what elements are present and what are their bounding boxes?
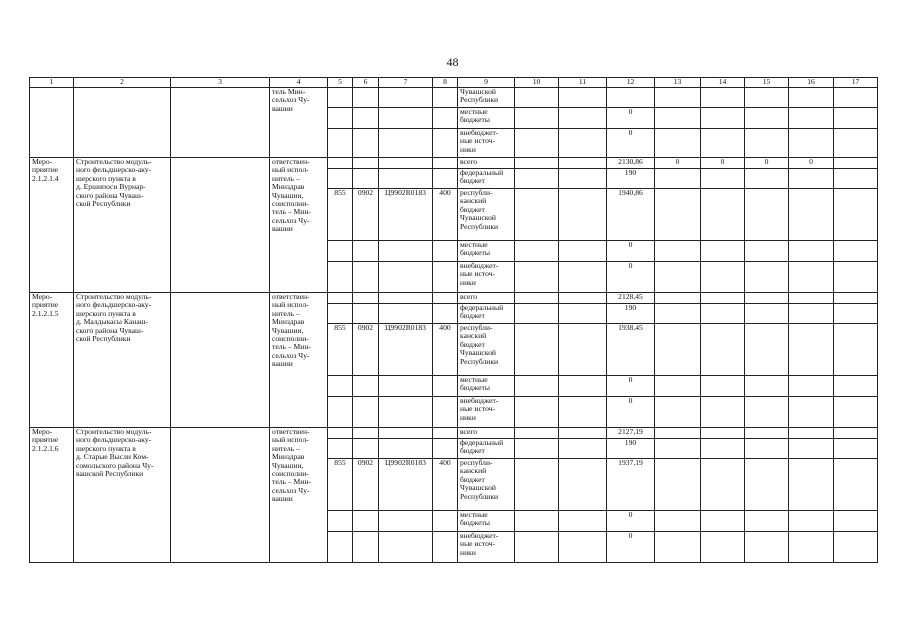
value-cell bbox=[745, 376, 789, 397]
value-cell bbox=[745, 304, 789, 324]
value-cell bbox=[655, 397, 701, 428]
column-number: 6 bbox=[353, 78, 379, 88]
code-csr-cell bbox=[379, 376, 433, 397]
empty-cell bbox=[515, 189, 559, 241]
funding-source-cell: местные бюджеты bbox=[458, 376, 515, 397]
value-cell bbox=[745, 88, 789, 108]
empty-cell bbox=[559, 262, 607, 293]
value-cell bbox=[655, 511, 701, 532]
empty-cell bbox=[559, 324, 607, 376]
code-csr-cell bbox=[379, 293, 433, 304]
table-body bbox=[30, 88, 878, 563]
empty-cell bbox=[515, 532, 559, 563]
code-vr-cell: 400 bbox=[433, 324, 458, 376]
code-vr-cell: 400 bbox=[433, 189, 458, 241]
value-cell bbox=[655, 108, 701, 129]
value-cell bbox=[745, 189, 789, 241]
code-rzpr-cell bbox=[353, 439, 379, 459]
value-cell bbox=[701, 397, 745, 428]
code-rzpr-cell bbox=[353, 293, 379, 304]
column-number: 4 bbox=[270, 78, 328, 88]
value-cell bbox=[789, 129, 834, 158]
value-cell bbox=[745, 428, 789, 439]
empty-cell bbox=[559, 439, 607, 459]
value-cell bbox=[834, 428, 878, 439]
empty-cell bbox=[515, 158, 559, 169]
funding-source-cell: внебюджет- ные источ- ники bbox=[458, 129, 515, 158]
empty-cell bbox=[515, 324, 559, 376]
empty-cell bbox=[515, 397, 559, 428]
code-grbs-cell bbox=[328, 241, 353, 262]
code-rzpr-cell: 0902 bbox=[353, 189, 379, 241]
value-cell bbox=[701, 511, 745, 532]
funding-source-cell: местные бюджеты bbox=[458, 108, 515, 129]
value-cell bbox=[701, 376, 745, 397]
code-vr-cell bbox=[433, 397, 458, 428]
value-cell bbox=[789, 189, 834, 241]
value-cell bbox=[834, 241, 878, 262]
value-cell bbox=[701, 169, 745, 189]
value-cell bbox=[701, 304, 745, 324]
column-number: 9 bbox=[458, 78, 515, 88]
value-cell: 190 bbox=[607, 304, 655, 324]
code-csr-cell bbox=[379, 158, 433, 169]
value-cell bbox=[789, 169, 834, 189]
value-cell bbox=[655, 262, 701, 293]
value-cell bbox=[789, 262, 834, 293]
value-cell bbox=[834, 169, 878, 189]
code-grbs-cell bbox=[328, 397, 353, 428]
empty-cell bbox=[515, 129, 559, 158]
value-cell bbox=[701, 459, 745, 511]
code-cell bbox=[353, 88, 379, 108]
code-csr-cell bbox=[379, 511, 433, 532]
value-cell: 0 bbox=[607, 241, 655, 262]
value-cell bbox=[701, 262, 745, 293]
code-vr-cell bbox=[433, 169, 458, 189]
code-csr-cell: Ц9902R0183 bbox=[379, 189, 433, 241]
value-cell bbox=[745, 262, 789, 293]
value-cell bbox=[834, 511, 878, 532]
column-number: 11 bbox=[559, 78, 607, 88]
value-cell bbox=[701, 129, 745, 158]
value-cell: 1938,45 bbox=[607, 324, 655, 376]
code-vr-cell bbox=[433, 439, 458, 459]
table-row bbox=[30, 88, 878, 108]
code-rzpr-cell bbox=[353, 397, 379, 428]
value-cell bbox=[701, 108, 745, 129]
code-cell bbox=[353, 108, 379, 129]
value-cell: 2127,19 bbox=[607, 428, 655, 439]
empty-cell bbox=[559, 511, 607, 532]
empty-cell bbox=[559, 428, 607, 439]
code-grbs-cell bbox=[328, 158, 353, 169]
code-grbs-cell: 855 bbox=[328, 324, 353, 376]
funding-source-cell: внебюджет- ные источ- ники bbox=[458, 532, 515, 563]
funding-source-cell: всего bbox=[458, 293, 515, 304]
value-cell bbox=[701, 293, 745, 304]
budget-table bbox=[29, 77, 878, 563]
value-cell bbox=[701, 324, 745, 376]
code-csr-cell: Ц9902R0183 bbox=[379, 459, 433, 511]
value-cell bbox=[789, 304, 834, 324]
value-cell bbox=[745, 324, 789, 376]
value-cell bbox=[789, 241, 834, 262]
code-csr-cell bbox=[379, 532, 433, 563]
column-number: 2 bbox=[74, 78, 171, 88]
funding-source-cell: внебюджет- ные источ- ники bbox=[458, 397, 515, 428]
code-grbs-cell bbox=[328, 428, 353, 439]
code-cell bbox=[328, 108, 353, 129]
measure-label-cell: Меро- приятие 2.1.2.1.5 bbox=[30, 293, 74, 428]
code-rzpr-cell bbox=[353, 376, 379, 397]
column-number: 13 bbox=[655, 78, 701, 88]
code-csr-cell bbox=[379, 439, 433, 459]
code-grbs-cell: 855 bbox=[328, 189, 353, 241]
value-cell bbox=[789, 459, 834, 511]
column-number: 7 bbox=[379, 78, 433, 88]
code-vr-cell bbox=[433, 532, 458, 563]
empty-cell bbox=[171, 158, 270, 293]
value-cell: 2128,45 bbox=[607, 293, 655, 304]
value-cell: 0 bbox=[607, 108, 655, 129]
code-grbs-cell: 855 bbox=[328, 459, 353, 511]
empty-cell bbox=[515, 262, 559, 293]
value-cell bbox=[655, 439, 701, 459]
value-cell: 0 bbox=[607, 511, 655, 532]
table-row bbox=[30, 158, 878, 169]
value-cell bbox=[745, 439, 789, 459]
empty-cell bbox=[171, 428, 270, 563]
value-cell bbox=[834, 158, 878, 169]
empty-cell bbox=[171, 293, 270, 428]
code-vr-cell bbox=[433, 241, 458, 262]
value-cell bbox=[655, 376, 701, 397]
code-grbs-cell bbox=[328, 169, 353, 189]
funding-source-cell: федеральный бюджет bbox=[458, 439, 515, 459]
value-cell bbox=[655, 428, 701, 439]
value-cell bbox=[655, 88, 701, 108]
value-cell: 0 bbox=[701, 158, 745, 169]
code-vr-cell: 400 bbox=[433, 459, 458, 511]
empty-cell bbox=[559, 376, 607, 397]
empty-cell bbox=[559, 189, 607, 241]
measure-title-cell: Строительство модуль- ного фельдшерско-аку- шерского пункта в д. Ершипоси Вурнар- ского района Чуваш- ской Республики bbox=[74, 158, 171, 293]
code-rzpr-cell: 0902 bbox=[353, 324, 379, 376]
empty-cell bbox=[559, 108, 607, 129]
code-grbs-cell bbox=[328, 262, 353, 293]
code-cell bbox=[433, 88, 458, 108]
empty-cell bbox=[515, 88, 559, 108]
code-rzpr-cell bbox=[353, 158, 379, 169]
code-grbs-cell bbox=[328, 532, 353, 563]
value-cell bbox=[745, 129, 789, 158]
code-vr-cell bbox=[433, 428, 458, 439]
empty-cell bbox=[559, 88, 607, 108]
code-grbs-cell bbox=[328, 376, 353, 397]
measure-label-cell: Меро- приятие 2.1.2.1.4 bbox=[30, 158, 74, 293]
value-cell bbox=[655, 129, 701, 158]
funding-source-cell: Чувашской Республики bbox=[458, 88, 515, 108]
column-number: 1 bbox=[30, 78, 74, 88]
funding-source-cell: местные бюджеты bbox=[458, 511, 515, 532]
code-cell bbox=[433, 129, 458, 158]
value-cell bbox=[834, 304, 878, 324]
code-csr-cell bbox=[379, 169, 433, 189]
code-rzpr-cell bbox=[353, 304, 379, 324]
value-cell: 0 bbox=[745, 158, 789, 169]
value-cell bbox=[655, 324, 701, 376]
value-cell: 1940,86 bbox=[607, 189, 655, 241]
funding-source-cell: всего bbox=[458, 158, 515, 169]
executor-cell: тель Мин- сельхоз Чу- вашии bbox=[270, 88, 328, 158]
value-cell bbox=[834, 293, 878, 304]
empty-cell bbox=[559, 158, 607, 169]
code-cell bbox=[379, 88, 433, 108]
value-cell bbox=[745, 532, 789, 563]
value-cell: 0 bbox=[789, 158, 834, 169]
code-rzpr-cell bbox=[353, 428, 379, 439]
executor-cell: ответствен- ный испол- нитель – Минздрав Чувашии, соисполни- тель – Мин- сельхоз Чу- вашии bbox=[270, 158, 328, 293]
measure-title-cell: Строительство модуль- ного фельдшерско-аку- шерского пункта в д. Старые Высли Ком- сомольского района Чу- вашской Республики bbox=[74, 428, 171, 563]
funding-source-cell: местные бюджеты bbox=[458, 241, 515, 262]
value-cell bbox=[745, 241, 789, 262]
code-vr-cell bbox=[433, 304, 458, 324]
measure-label-cell: Меро- приятие 2.1.2.1.6 bbox=[30, 428, 74, 563]
value-cell: 0 bbox=[655, 158, 701, 169]
value-cell bbox=[834, 108, 878, 129]
funding-source-cell: всего bbox=[458, 428, 515, 439]
value-cell bbox=[834, 532, 878, 563]
value-cell bbox=[701, 439, 745, 459]
value-cell: 0 bbox=[607, 262, 655, 293]
code-rzpr-cell bbox=[353, 532, 379, 563]
column-number: 3 bbox=[171, 78, 270, 88]
code-csr-cell: Ц9902R0183 bbox=[379, 324, 433, 376]
column-number: 12 bbox=[607, 78, 655, 88]
empty-cell bbox=[559, 459, 607, 511]
code-rzpr-cell: 0902 bbox=[353, 459, 379, 511]
empty-cell bbox=[515, 439, 559, 459]
value-cell bbox=[834, 439, 878, 459]
column-number: 15 bbox=[745, 78, 789, 88]
empty-cell bbox=[515, 293, 559, 304]
funding-source-cell: федеральный бюджет bbox=[458, 304, 515, 324]
value-cell bbox=[834, 189, 878, 241]
empty-cell bbox=[515, 459, 559, 511]
code-vr-cell bbox=[433, 158, 458, 169]
empty-cell bbox=[559, 169, 607, 189]
code-cell bbox=[433, 108, 458, 129]
code-cell bbox=[328, 88, 353, 108]
empty-cell bbox=[515, 108, 559, 129]
code-csr-cell bbox=[379, 428, 433, 439]
table-row bbox=[30, 293, 878, 304]
measure-label-cell bbox=[30, 88, 74, 158]
value-cell bbox=[701, 88, 745, 108]
value-cell: 190 bbox=[607, 439, 655, 459]
value-cell bbox=[655, 169, 701, 189]
code-vr-cell bbox=[433, 293, 458, 304]
empty-cell bbox=[559, 397, 607, 428]
empty-cell bbox=[515, 511, 559, 532]
table-header bbox=[30, 78, 878, 88]
value-cell bbox=[655, 241, 701, 262]
value-cell bbox=[789, 108, 834, 129]
page-number: 48 bbox=[446, 55, 459, 69]
funding-source-cell: республи- канский бюджет Чувашской Республики bbox=[458, 189, 515, 241]
code-rzpr-cell bbox=[353, 262, 379, 293]
executor-cell: ответствен- ный испол- нитель – Минздрав Чувашии, соисполни- тель – Мин- сельхоз Чу- вашии bbox=[270, 428, 328, 563]
code-csr-cell bbox=[379, 304, 433, 324]
funding-source-cell: федеральный бюджет bbox=[458, 169, 515, 189]
value-cell: 190 bbox=[607, 169, 655, 189]
value-cell bbox=[834, 324, 878, 376]
code-grbs-cell bbox=[328, 511, 353, 532]
value-cell bbox=[701, 189, 745, 241]
empty-cell bbox=[559, 532, 607, 563]
code-csr-cell bbox=[379, 397, 433, 428]
code-cell bbox=[328, 129, 353, 158]
value-cell bbox=[789, 88, 834, 108]
value-cell: 0 bbox=[607, 376, 655, 397]
value-cell: 0 bbox=[607, 532, 655, 563]
value-cell bbox=[834, 459, 878, 511]
code-vr-cell bbox=[433, 376, 458, 397]
empty-cell bbox=[559, 241, 607, 262]
column-number: 16 bbox=[789, 78, 834, 88]
empty-cell bbox=[515, 376, 559, 397]
value-cell: 0 bbox=[607, 129, 655, 158]
value-cell bbox=[789, 397, 834, 428]
value-cell bbox=[789, 439, 834, 459]
table-row bbox=[30, 428, 878, 439]
value-cell bbox=[834, 397, 878, 428]
empty-cell bbox=[515, 304, 559, 324]
value-cell bbox=[745, 397, 789, 428]
value-cell bbox=[655, 189, 701, 241]
value-cell bbox=[834, 129, 878, 158]
column-number-row bbox=[30, 78, 878, 88]
code-vr-cell bbox=[433, 511, 458, 532]
code-grbs-cell bbox=[328, 439, 353, 459]
value-cell: 0 bbox=[607, 397, 655, 428]
code-csr-cell bbox=[379, 262, 433, 293]
code-csr-cell bbox=[379, 241, 433, 262]
code-rzpr-cell bbox=[353, 511, 379, 532]
value-cell bbox=[607, 88, 655, 108]
funding-source-cell: республи- канский бюджет Чувашской Республики bbox=[458, 324, 515, 376]
funding-source-cell: республи- канский бюджет Чувашской Республики bbox=[458, 459, 515, 511]
value-cell bbox=[655, 304, 701, 324]
empty-cell bbox=[515, 241, 559, 262]
value-cell bbox=[745, 169, 789, 189]
value-cell bbox=[834, 262, 878, 293]
empty-cell bbox=[515, 428, 559, 439]
value-cell bbox=[789, 511, 834, 532]
value-cell bbox=[834, 88, 878, 108]
executor-cell: ответствен- ный испол- нитель – Минздрав Чувашии, соисполни- тель – Мин- сельхоз Чу- вашии bbox=[270, 293, 328, 428]
code-cell bbox=[379, 108, 433, 129]
code-grbs-cell bbox=[328, 304, 353, 324]
column-number: 17 bbox=[834, 78, 878, 88]
code-grbs-cell bbox=[328, 293, 353, 304]
value-cell bbox=[745, 459, 789, 511]
code-cell bbox=[353, 129, 379, 158]
funding-source-cell: внебюджет- ные источ- ники bbox=[458, 262, 515, 293]
measure-title-cell: Строительство модуль- ного фельдшерско-аку- шерского пункта в д. Малдыкасы Канаш- ского района Чуваш- ской Республики bbox=[74, 293, 171, 428]
value-cell bbox=[745, 108, 789, 129]
code-rzpr-cell bbox=[353, 241, 379, 262]
value-cell: 1937,19 bbox=[607, 459, 655, 511]
code-vr-cell bbox=[433, 262, 458, 293]
value-cell bbox=[655, 532, 701, 563]
value-cell bbox=[745, 293, 789, 304]
code-rzpr-cell bbox=[353, 169, 379, 189]
value-cell: 2130,86 bbox=[607, 158, 655, 169]
value-cell bbox=[701, 241, 745, 262]
code-cell bbox=[379, 129, 433, 158]
value-cell bbox=[701, 428, 745, 439]
measure-title-cell bbox=[74, 88, 171, 158]
empty-cell bbox=[171, 88, 270, 158]
value-cell bbox=[834, 376, 878, 397]
column-number: 5 bbox=[328, 78, 353, 88]
column-number: 10 bbox=[515, 78, 559, 88]
value-cell bbox=[789, 376, 834, 397]
value-cell bbox=[789, 324, 834, 376]
value-cell bbox=[701, 532, 745, 563]
value-cell bbox=[655, 459, 701, 511]
empty-cell bbox=[559, 304, 607, 324]
column-number: 8 bbox=[433, 78, 458, 88]
value-cell bbox=[789, 428, 834, 439]
value-cell bbox=[789, 532, 834, 563]
empty-cell bbox=[559, 293, 607, 304]
value-cell bbox=[745, 511, 789, 532]
empty-cell bbox=[515, 169, 559, 189]
empty-cell bbox=[559, 129, 607, 158]
value-cell bbox=[655, 293, 701, 304]
column-number: 14 bbox=[701, 78, 745, 88]
value-cell bbox=[789, 293, 834, 304]
